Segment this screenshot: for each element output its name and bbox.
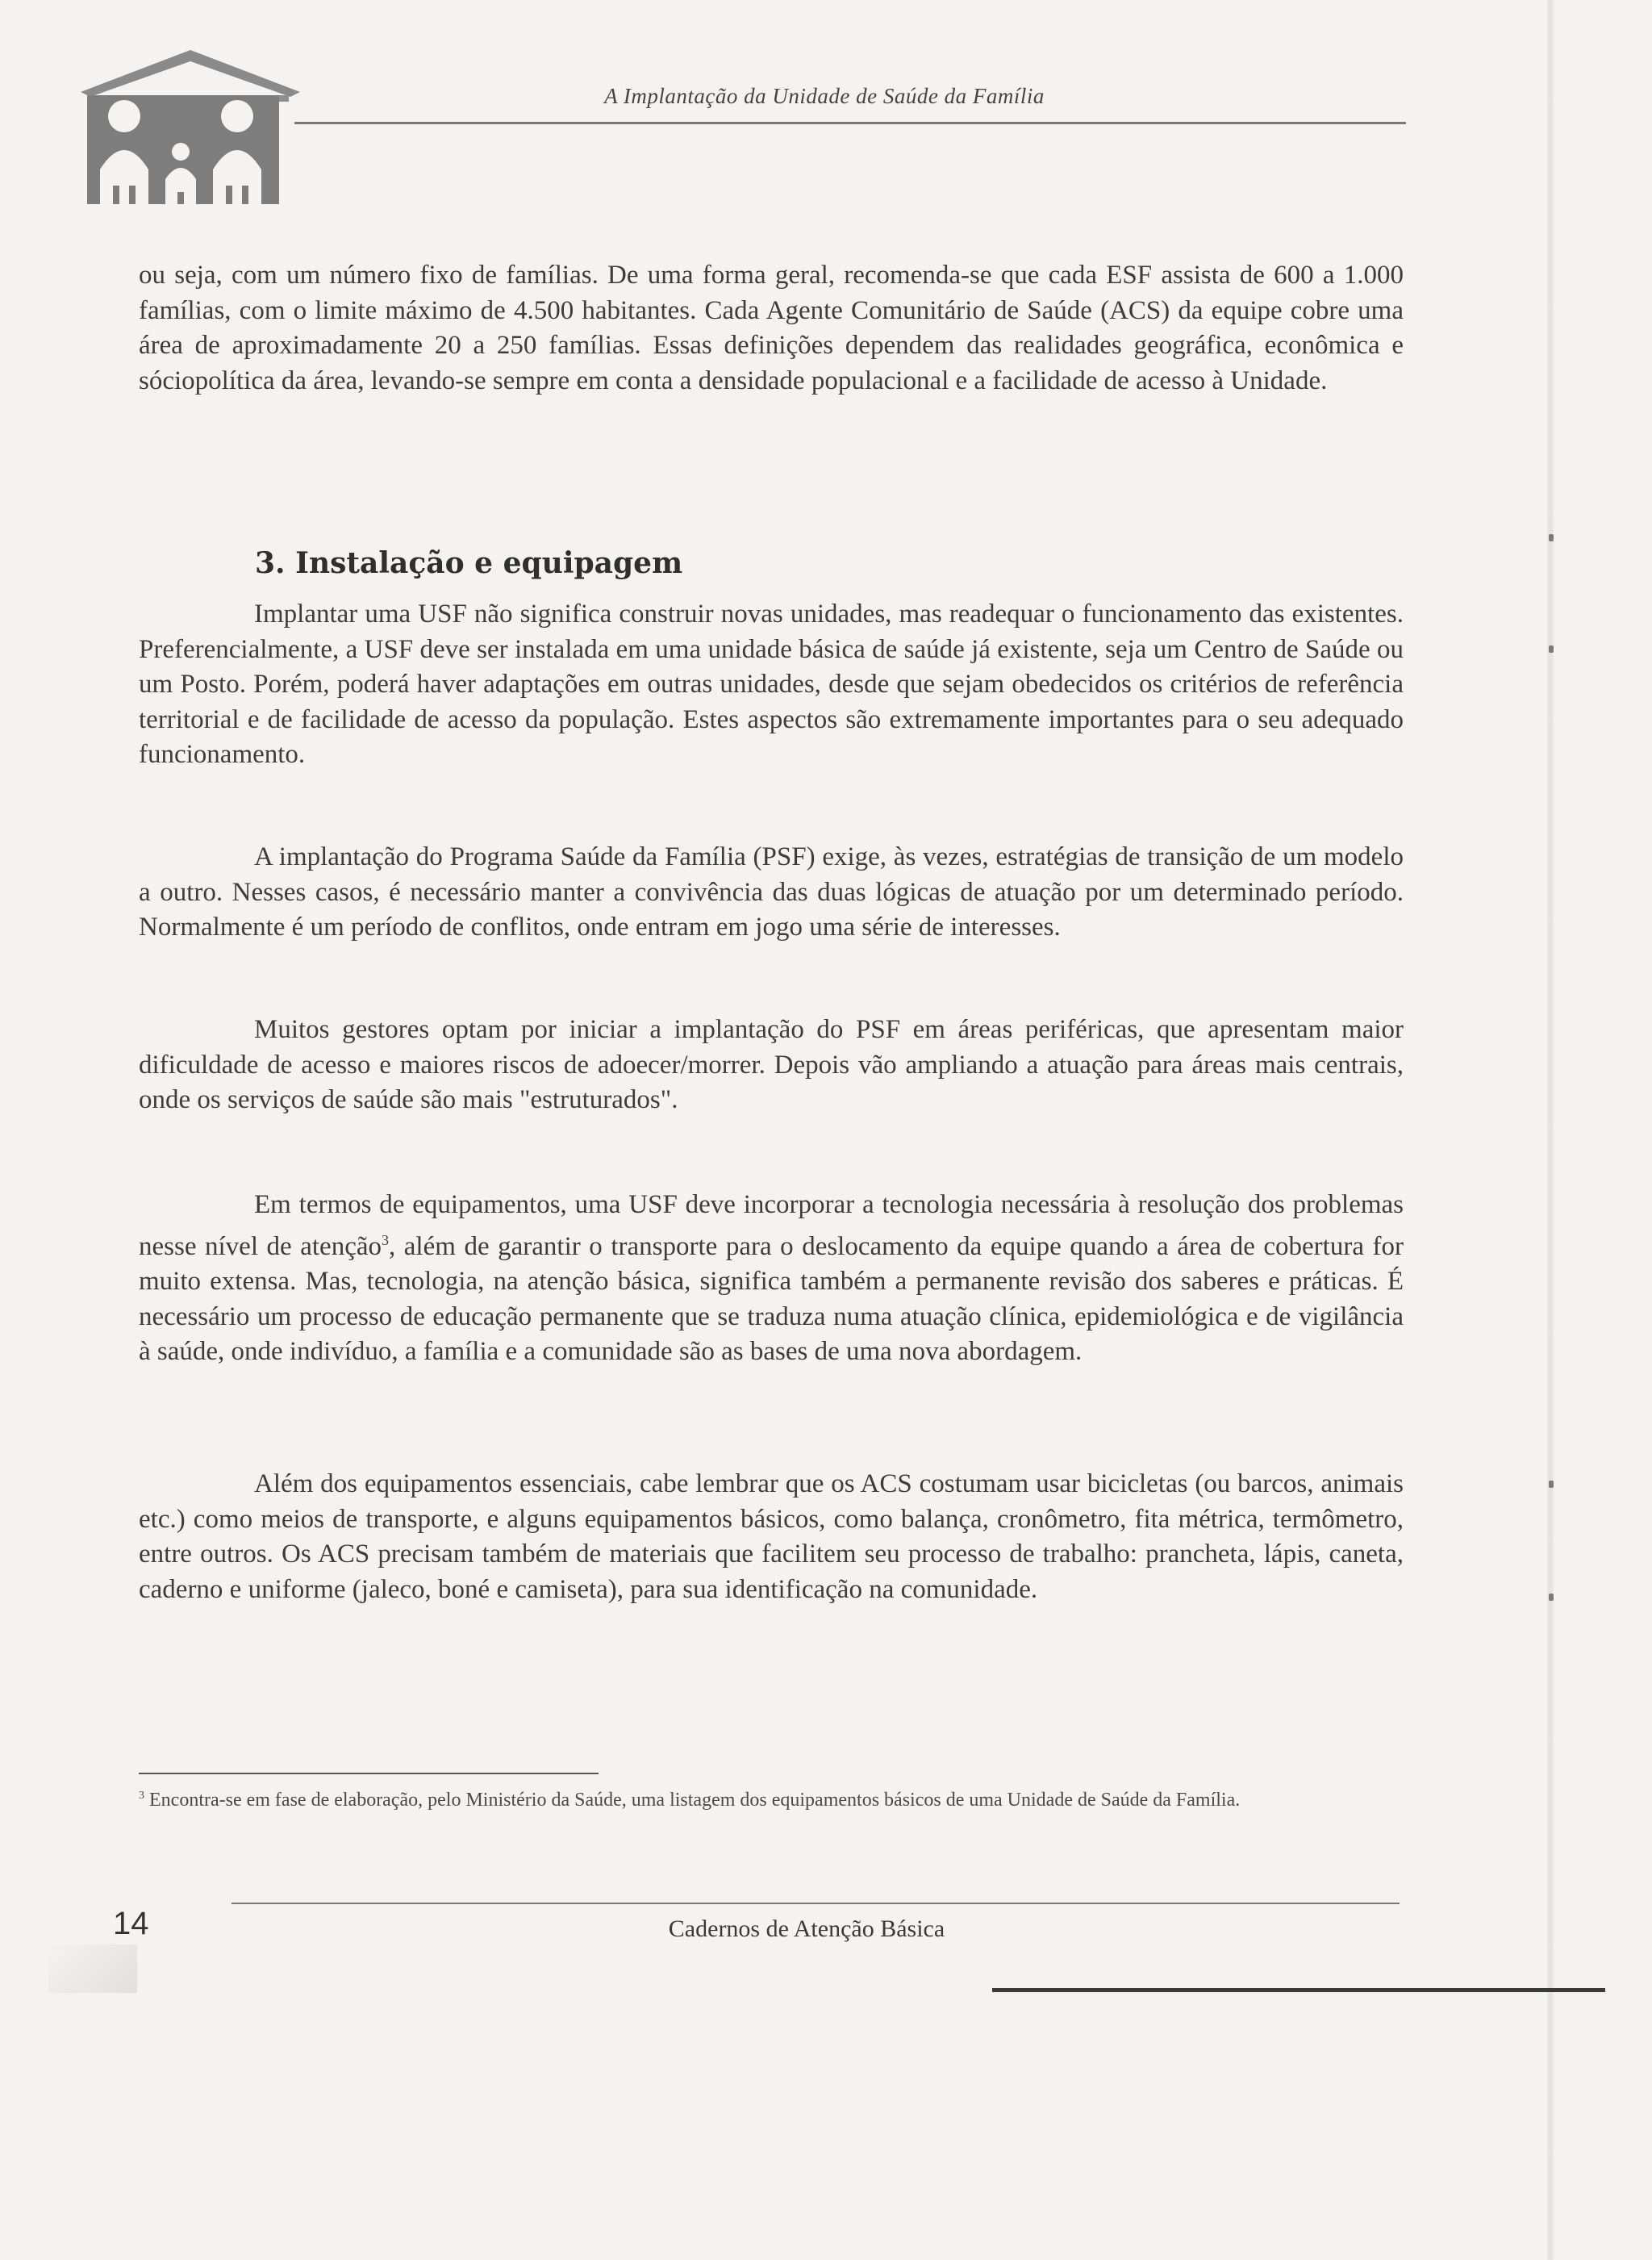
footnote-text: Encontra-se em fase de elaboração, pelo Ministério da Saúde, uma listagem dos equipamentos básicos de uma Unidade de Saúde da Família. xyxy=(149,1790,1241,1811)
scan-mark xyxy=(1549,645,1554,653)
intro-paragraph xyxy=(139,258,1404,399)
header-rule xyxy=(294,122,1406,124)
paragraph-essential-equipment xyxy=(139,1467,1404,1607)
footnote xyxy=(139,1781,1397,1815)
paragraph-text: Além dos equipamentos essenciais, cabe lembrar que os ACS costumam usar bicicletas (ou barcos, animais etc.) como meios de transporte, e alguns equipamentos básicos, como balança, cronômetro, fita métrica, termômetro, entre outros. Os ACS precisam também de materiais que facilitem seu processo de trabalho: prancheta, lápis, caneta, caderno e uniforme (jaleco, boné e camiseta), para sua identificação na comunidade. xyxy=(139,1469,1404,1604)
paragraph-installation xyxy=(139,597,1404,773)
paragraph-text xyxy=(139,1188,1404,1370)
footer-title: Cadernos de Atenção Básica xyxy=(668,1915,945,1942)
scan-mark xyxy=(1549,1481,1554,1488)
paragraph-managers xyxy=(139,1013,1404,1118)
paragraph-equipment xyxy=(139,1188,1404,1370)
paragraph-text-part: Em termos de equipamentos, uma USF deve incorporar a tecnologia necessária à resolução dos problemas nesse nível de atenção xyxy=(139,1190,1404,1261)
paragraph-text: Implantar uma USF não significa construir novas unidades, mas readequar o funcionamento das existentes. Preferencialmente, a USF deve ser instalada em uma unidade básica de saúde já existente, seja um Centro de Saúde ou um Posto. Porém, poderá haver adaptações em outras unidades, desde que sejam obedecidos os critérios de referência territorial e de facilidade de acesso da população. Estes aspectos são extremamente importantes para o seu adequado funcionamento. xyxy=(139,599,1404,769)
corner-shadow xyxy=(48,1945,137,1993)
page-number: 14 xyxy=(113,1906,149,1941)
paragraph-transition xyxy=(139,840,1404,946)
paragraph-text-part: , além de garantir o transporte para o deslocamento da equipe quando a área de cobertura for muito extensa. Mas, tecnologia, na atenção básica, significa também a permanente revisão dos saberes e práticas. É necessário um processo de educação permanente que se traduza numa atuação clínica, epidemiológica e de vigilância à saúde, onde indivíduo, a família e a comunidade são as bases de uma nova abordagem. xyxy=(139,1231,1404,1366)
paragraph-text: Muitos gestores optam por iniciar a implantação do PSF em áreas periféricas, que apresentam maior dificuldade de acesso e maiores riscos de adoecer/morrer. Depois vão ampliando a atuação para áreas mais centrais, onde os serviços de saúde são mais "estruturados". xyxy=(139,1015,1404,1114)
paragraph-text: ou seja, com um número fixo de famílias. De uma forma geral, recomenda-se que cada ESF assista de 600 a 1.000 famílias, com o limite máximo de 4.500 habitantes. Cada Agente Comunitário de Saúde (ACS) da equipe cobre uma área de aproximadamente 20 a 250 famílias. Essas definições dependem das realidades geográfica, econômica e sóciopolítica da área, levando-se sempre em conta a densidade populacional e a facilidade de acesso à Unidade. xyxy=(139,261,1404,395)
section-heading: 3. Instalação e equipagem xyxy=(255,546,683,580)
page-edge-shadow xyxy=(1547,0,1554,2260)
family-house-icon xyxy=(81,50,300,207)
footnote-rule xyxy=(139,1773,599,1774)
footer-rule xyxy=(232,1903,1400,1904)
scan-mark xyxy=(1549,534,1554,541)
footnote-marker: 3 xyxy=(139,1790,144,1802)
bottom-rule xyxy=(992,1988,1605,1992)
paragraph-text: A implantação do Programa Saúde da Família (PSF) exige, às vezes, estratégias de transição de um modelo a outro. Nesses casos, é necessário manter a convivência das duas lógicas de atuação por um determinado período. Normalmente é um período de conflitos, onde entram em jogo uma série de interesses. xyxy=(139,842,1404,942)
scan-mark xyxy=(1549,1594,1554,1601)
running-header-title: A Implantação da Unidade de Saúde da Família xyxy=(604,84,1045,108)
footnote-reference: 3 xyxy=(382,1231,389,1248)
